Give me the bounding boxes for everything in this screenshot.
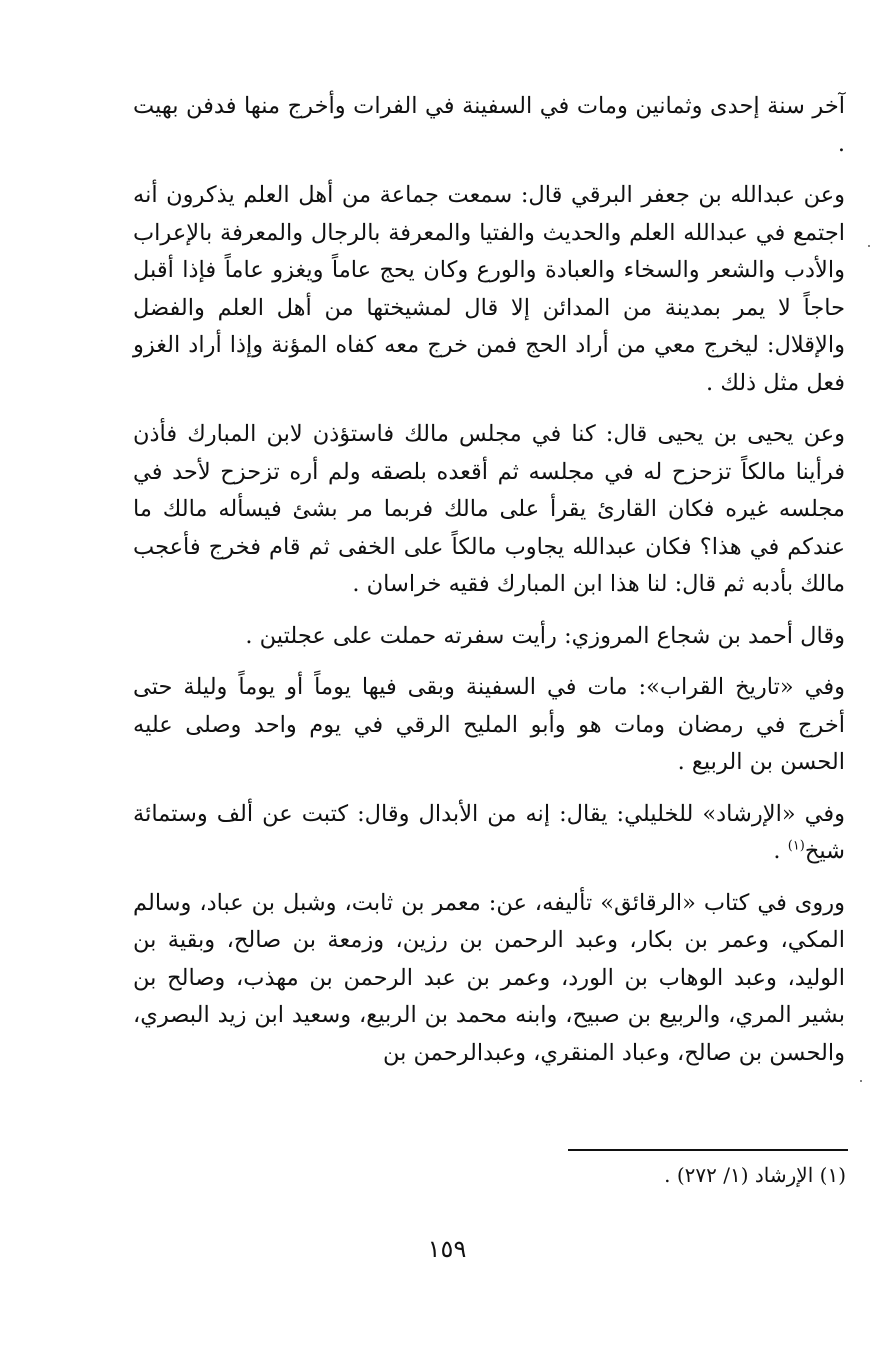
paragraph-7: وروى في كتاب «الرقائق» تأليفه، عن: معمر بن ثابت، وشبل بن عباد، وسالم المكي، وعمر بن بكار، وعبد الرحمن بن رزين، وزمعة بن صالح، وبقية بن الوليد، وعبد الوهاب بن الورد، وعمر بن عبد الرحمن بن مهذب، وصالح بن بشير المري، والربيع بن صبيح، وابنه محمد بن الربيع، وسعيد ابن زيد البصري، والحسن بن صالح، وعباد المنقري، وعبدالرحمن بن (133, 889, 845, 1066)
scan-speck (868, 245, 870, 247)
paragraph-6 (133, 796, 845, 871)
page-number: ١٥٩ (427, 1235, 467, 1263)
paragraph-6-text: وفي «الإرشاد» للخليلي: يقال: إنه من الأبدال وقال: كتبت عن ألف وستمائة شيخ (133, 800, 845, 864)
footnote-divider (568, 1149, 848, 1151)
scan-speck (860, 1080, 862, 1082)
main-text (133, 88, 845, 1086)
paragraph-4: وقال أحمد بن شجاع المروزي: رأيت سفرته حملت على عجلتين . (245, 622, 845, 649)
paragraph-5: وفي «تاريخ القراب»: مات في السفينة وبقى فيها يوماً أو يوماً وليلة حتى أخرج في رمضان ومات هو وأبو المليح الرقي في يوم واحد وصلى عليه الحسن بن الربيع . (133, 674, 845, 775)
paragraph-1: آخر سنة إحدى وثمانين ومات في السفينة في الفرات وأخرج منها فدفن بهيت . (133, 93, 845, 157)
footnote-reference: (١) (787, 838, 805, 854)
paragraph-2: وعن عبدالله بن جعفر البرقي قال: سمعت جماعة من أهل العلم يذكرون أنه اجتمع في عبدالله العلم والحديث والفتيا والمعرفة بالرجال والمعرفة بالإعراب والأدب والشعر والسخاء والعبادة والورع وكان يحج عاماً ويغزو عاماً فإذا أقبل حاجاً لا يمر بمدينة من المدائن إلا قال لمشيختها من أهل العلم والفضل والإقلال: ليخرج معي من أراد الحج فمن خرج معه كفاه المؤنة وإذا أراد الغزو فعل مثل ذلك . (133, 182, 845, 396)
paragraph-3: وعن يحيى بن يحيى قال: كنا في مجلس مالك فاستؤذن لابن المبارك فأذن فرأينا مالكاً تزحزح له في مجلسه ثم أقعده بلصقه ولم أره تزحزح لأحد في مجلسه غيره فكان القارئ يقرأ على مالك فربما مر بشئ فيسأله مالك ما عندكم في هذا؟ فكان عبدالله يجاوب مالكاً على الخفى ثم قام فخرج فأعجب مالك بأدبه ثم قال: لنا هذا ابن المبارك فقيه خراسان . (133, 421, 845, 597)
paragraph-6-end: . (773, 838, 788, 864)
footnote: (١) الإرشاد (١/ ٢٧٢) . (664, 1163, 846, 1187)
